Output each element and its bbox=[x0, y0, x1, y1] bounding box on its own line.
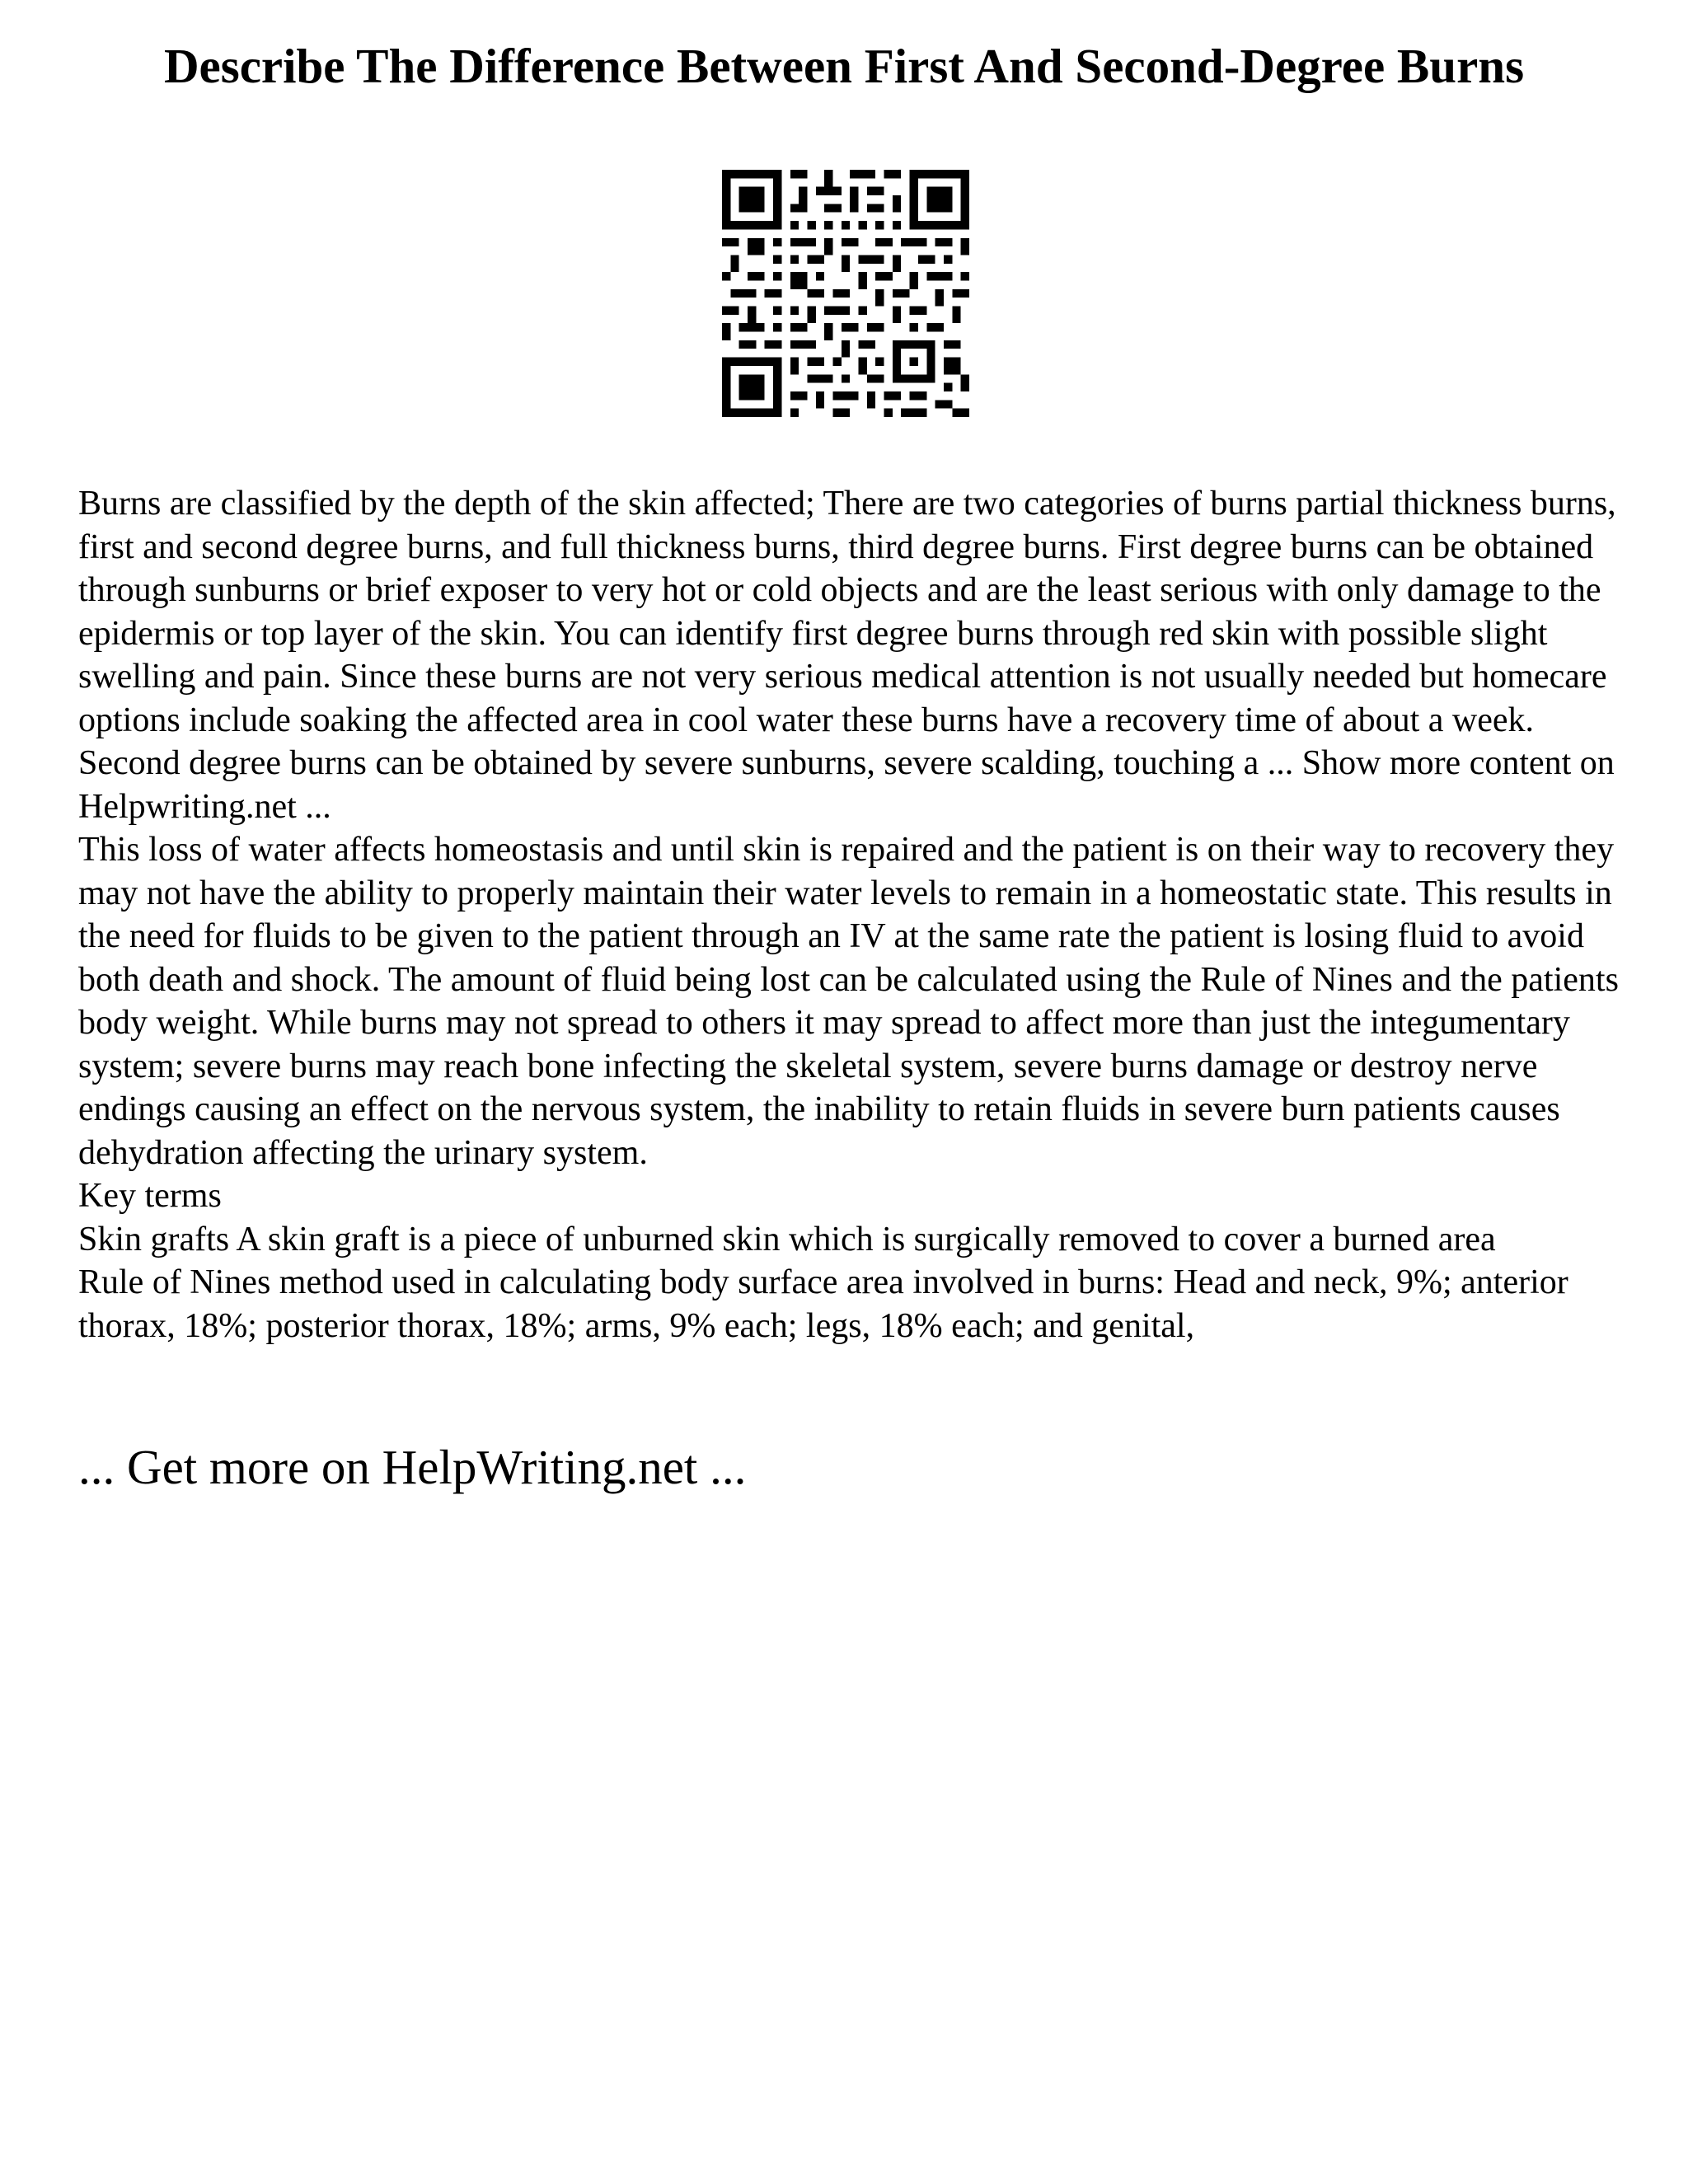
document-title: Describe The Difference Between First And Second-Degree Burns bbox=[163, 39, 1525, 93]
document-body bbox=[78, 482, 1628, 1347]
paragraph-homeostasis: This loss of water affects homeostasis and until skin is repaired and the patient is on their way to recovery they may not have the ability to properly maintain their water levels to remain in a homeostatic state. This results in the need for fluids to be given to the patient through an IV at the same rate the patient is losing fluid to avoid both death and shock. The amount of fluid being lost can be calculated using the Rule of Nines and the patients body weight. While burns may not spread to others it may spread to affect more than just the integumentary system; severe burns may reach bone infecting the skeletal system, severe burns damage or destroy nerve endings causing an effect on the nervous system, the inability to retain fluids in severe burn patients causes dehydration affecting the urinary system. bbox=[78, 831, 1619, 1172]
paragraph-burn-classification: Burns are classified by the depth of the skin affected; There are two categories of burns partial thickness burns, first and second degree burns, and full thickness burns, third degree burns. First degree burns can be obtained through sunburns or brief exposer to very hot or cold objects and are the least serious with only damage to the epidermis or top layer of the skin. You can identify first degree burns through red skin with possible slight swelling and pain. Since these burns are not very serious medical attention is not usually needed but homecare options include soaking the affected area in cool water these burns have a recovery time of about a week. Second degree burns can be obtained by severe sunburns, severe scalding, touching a ... Show more content on Helpwriting.net ... bbox=[78, 485, 1616, 826]
key-term-skin-grafts: Skin grafts A skin graft is a piece of unburned skin which is surgically removed to cover a burned area bbox=[78, 1220, 1496, 1258]
get-more-link[interactable]: ... Get more on HelpWriting.net ... bbox=[78, 1440, 747, 1494]
key-terms-heading: Key terms bbox=[78, 1177, 222, 1215]
qr-code-icon bbox=[722, 170, 969, 417]
key-term-rule-of-nines: Rule of Nines method used in calculating body surface area involved in burns: Head and neck, 9%; anterior thorax, 18%; posterior thorax, 18%; arms, 9% each; legs, 18% each; and genital, bbox=[78, 1263, 1568, 1345]
